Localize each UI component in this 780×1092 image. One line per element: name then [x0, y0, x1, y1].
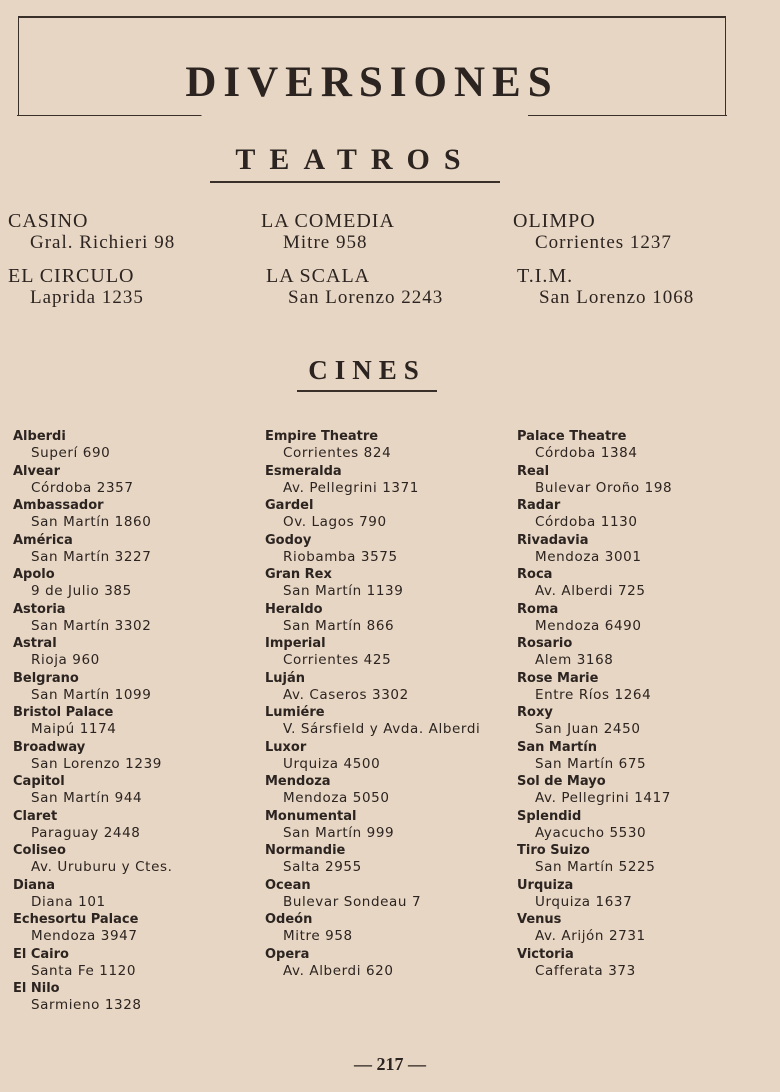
- cinema-address: San Martín 675: [535, 755, 647, 772]
- cinema-name: Empire Theatre: [265, 429, 379, 444]
- cinema-entry: [13, 463, 253, 498]
- cinema-address: San Martín 866: [283, 617, 395, 634]
- cinema-address: San Juan 2450: [535, 721, 641, 737]
- cinema-entry: [517, 601, 757, 636]
- cinema-address: San Martín 3227: [31, 548, 152, 565]
- cinema-entry: [265, 497, 505, 532]
- cinema-entry: [265, 635, 505, 670]
- cinema-name: Normandie: [265, 843, 346, 858]
- cinema-name: Luján: [265, 670, 306, 686]
- cinema-address: Córdoba 1130: [535, 514, 638, 530]
- cinema-name: Gardel: [265, 498, 314, 513]
- cinema-entry: [13, 739, 253, 774]
- cinema-entry: [517, 670, 757, 705]
- cinema-address: Av. Arijón 2731: [535, 928, 646, 944]
- cinema-name: Diana: [13, 877, 56, 893]
- cinema-entry: [13, 566, 253, 601]
- theater-name: LA COMEDIA: [261, 210, 395, 232]
- cinema-name: Astoria: [13, 601, 66, 617]
- cinema-address: Maipú 1174: [31, 721, 117, 737]
- cinema-name: Imperial: [265, 636, 326, 651]
- cines-heading: CINES: [297, 355, 437, 392]
- cinema-address: Cafferata 373: [535, 962, 636, 979]
- cinema-name: Opera: [265, 946, 310, 962]
- cinema-entry: [13, 497, 253, 532]
- cinema-address: San Martín 1860: [31, 514, 152, 530]
- cinema-address: Av. Alberdi 620: [283, 962, 394, 979]
- cinema-entry: [13, 980, 253, 1015]
- cinema-entry: [13, 532, 253, 567]
- cinema-name: Roxy: [517, 705, 553, 720]
- theater-entry: [266, 265, 443, 309]
- cinema-name: Splendid: [517, 808, 582, 824]
- cinema-address: San Martín 1139: [283, 583, 404, 599]
- cinema-name: El Cairo: [13, 946, 69, 962]
- cinema-address: Corrientes 824: [283, 445, 392, 461]
- teatros-heading: TEATROS: [210, 143, 500, 183]
- cinema-name: Alberdi: [13, 429, 66, 444]
- cinema-address: Rioja 960: [31, 652, 100, 668]
- cinema-address: Av. Caseros 3302: [283, 686, 409, 703]
- theater-name: EL CIRCULO: [8, 265, 135, 287]
- cinema-name: Monumental: [265, 808, 357, 824]
- theater-address: San Lorenzo 1068: [539, 287, 695, 308]
- cinema-name: Lumiére: [265, 705, 325, 720]
- cinema-address: Diana 101: [31, 893, 106, 910]
- cinema-address: San Lorenzo 1239: [31, 755, 162, 772]
- cinema-address: Urquiza 1637: [535, 893, 633, 910]
- cinema-entry: [265, 946, 505, 981]
- cinema-entry: [13, 601, 253, 636]
- cinema-entry: [13, 877, 253, 912]
- cinema-name: Ocean: [265, 877, 311, 893]
- theater-entry: [513, 210, 672, 254]
- cinema-name: Apolo: [13, 567, 55, 582]
- cinema-entry: [517, 808, 757, 843]
- cinema-entry: [265, 739, 505, 774]
- cinema-name: Esmeralda: [265, 463, 342, 479]
- cinema-entry: [517, 739, 757, 774]
- cinema-address: Bulevar Sondeau 7: [283, 893, 422, 910]
- cinema-name: Rosario: [517, 636, 573, 651]
- theater-entry: [8, 210, 175, 254]
- cinema-name: Palace Theatre: [517, 429, 627, 444]
- cinema-name: Broadway: [13, 739, 86, 755]
- cinema-address: 9 de Julio 385: [31, 583, 132, 599]
- cinema-address: San Martín 944: [31, 790, 143, 806]
- cinema-name: Mendoza: [265, 774, 331, 789]
- cinema-entry: [517, 946, 757, 981]
- cinema-address: San Martín 5225: [535, 859, 656, 875]
- cinema-entry: [265, 428, 505, 463]
- cinema-name: El Nilo: [13, 981, 60, 996]
- cinema-address: Corrientes 425: [283, 652, 392, 668]
- cinema-name: Coliseo: [13, 843, 66, 858]
- cinema-entry: [265, 463, 505, 498]
- cinema-entry: [265, 911, 505, 946]
- cinema-address: Mendoza 6490: [535, 617, 642, 634]
- cinema-entry: [265, 532, 505, 567]
- cinema-address: Ov. Lagos 790: [283, 514, 387, 530]
- cinema-entry: [517, 773, 757, 808]
- theater-address: Corrientes 1237: [535, 232, 672, 253]
- cinema-name: Real: [517, 463, 550, 479]
- cinema-name: Urquiza: [517, 877, 574, 893]
- cinema-address: V. Sársfield y Avda. Alberdi: [283, 721, 481, 737]
- cinema-entry: [517, 635, 757, 670]
- cinema-entry: [13, 911, 253, 946]
- theater-entry: [261, 210, 395, 254]
- cinema-entry: [265, 704, 505, 739]
- cinema-address: Entre Ríos 1264: [535, 686, 652, 703]
- cinema-address: Superí 690: [31, 445, 111, 461]
- cinema-entry: [265, 601, 505, 636]
- cinema-entry: [517, 497, 757, 532]
- cinema-entry: [517, 704, 757, 739]
- cinema-address: San Martín 3302: [31, 617, 152, 634]
- cinema-name: Roca: [517, 567, 553, 582]
- cinema-address: Sarmieno 1328: [31, 997, 142, 1013]
- cinema-name: América: [13, 532, 73, 548]
- theater-name: T.I.M.: [517, 265, 574, 287]
- cinema-entry: [517, 532, 757, 567]
- theater-address: Gral. Richieri 98: [30, 232, 176, 253]
- cinema-address: Mendoza 3001: [535, 548, 642, 565]
- cinema-name: Radar: [517, 498, 561, 513]
- cinema-name: Belgrano: [13, 670, 79, 686]
- theater-address: San Lorenzo 2243: [288, 287, 444, 308]
- cinema-address: Mendoza 5050: [283, 790, 390, 806]
- cinema-entry: [13, 635, 253, 670]
- cinema-entry: [13, 946, 253, 981]
- cinema-entry: [517, 911, 757, 946]
- cinema-name: Bristol Palace: [13, 705, 114, 720]
- theater-name: CASINO: [8, 210, 89, 232]
- cinema-name: Venus: [517, 912, 562, 927]
- cinema-name: San Martín: [517, 739, 597, 755]
- cinema-name: Gran Rex: [265, 567, 332, 582]
- theater-entry: [8, 265, 144, 309]
- cinema-entry: [265, 566, 505, 601]
- cinema-name: Ambassador: [13, 498, 104, 513]
- cinema-entry: [13, 842, 253, 877]
- cinema-address: Bulevar Oroño 198: [535, 479, 673, 496]
- cinema-address: Alem 3168: [535, 652, 614, 668]
- cinema-name: Heraldo: [265, 601, 323, 617]
- cinema-entry: [13, 773, 253, 808]
- cinema-address: Mitre 958: [283, 928, 353, 944]
- cinema-address: San Martín 999: [283, 824, 395, 841]
- cinema-entry: [265, 808, 505, 843]
- page-title: DIVERSIONES: [185, 59, 559, 106]
- cinema-address: Av. Uruburu y Ctes.: [31, 859, 173, 875]
- cinema-name: Tiro Suizo: [517, 843, 590, 858]
- cinema-name: Victoria: [517, 946, 574, 962]
- cinema-address: Av. Pellegrini 1371: [283, 479, 419, 496]
- theater-entry: [517, 265, 694, 309]
- cinema-address: San Martín 1099: [31, 686, 152, 703]
- cinema-entry: [517, 877, 757, 912]
- cinema-name: Odeón: [265, 912, 313, 927]
- cinema-address: Paraguay 2448: [31, 824, 141, 841]
- cinema-entry: [265, 670, 505, 705]
- cinema-entry: [13, 670, 253, 705]
- cinema-entry: [13, 808, 253, 843]
- cinema-entry: [517, 842, 757, 877]
- cinema-address: Av. Pellegrini 1417: [535, 790, 671, 806]
- header-frame: [18, 16, 726, 116]
- cinema-name: Luxor: [265, 739, 307, 755]
- cinema-address: Urquiza 4500: [283, 755, 381, 772]
- cinema-address: Santa Fe 1120: [31, 962, 137, 979]
- cinema-entry: [517, 428, 757, 463]
- cinema-name: Roma: [517, 601, 559, 617]
- cinema-name: Echesortu Palace: [13, 912, 139, 927]
- cinema-name: Claret: [13, 808, 58, 824]
- cinema-entry: [265, 773, 505, 808]
- cinema-address: Av. Alberdi 725: [535, 583, 646, 599]
- cinema-address: Salta 2955: [283, 859, 362, 875]
- cinema-entry: [517, 463, 757, 498]
- cines-column-1: [13, 428, 253, 1015]
- theater-name: LA SCALA: [266, 265, 371, 287]
- cinema-address: Ayacucho 5530: [535, 824, 647, 841]
- cinema-address: Mendoza 3947: [31, 928, 138, 944]
- page-number: — 217 —: [354, 1054, 426, 1074]
- cinema-name: Sol de Mayo: [517, 774, 606, 789]
- cinema-name: Capitol: [13, 774, 65, 789]
- cinema-address: Córdoba 1384: [535, 445, 638, 461]
- cinema-address: Córdoba 2357: [31, 479, 134, 496]
- cinema-name: Rivadavia: [517, 532, 589, 548]
- cinema-name: Rose Marie: [517, 670, 599, 686]
- cinema-entry: [13, 704, 253, 739]
- cines-column-2: [265, 428, 505, 980]
- cinema-name: Astral: [13, 636, 57, 651]
- cinema-name: Godoy: [265, 532, 312, 548]
- cinema-entry: [265, 842, 505, 877]
- cinema-address: Riobamba 3575: [283, 548, 398, 565]
- theater-name: OLIMPO: [513, 210, 596, 232]
- cinema-entry: [265, 877, 505, 912]
- theater-address: Laprida 1235: [30, 287, 144, 308]
- cinema-name: Alvear: [13, 463, 60, 479]
- cinema-entry: [13, 428, 253, 463]
- cines-column-3: [517, 428, 757, 980]
- theater-address: Mitre 958: [283, 232, 368, 253]
- cinema-entry: [517, 566, 757, 601]
